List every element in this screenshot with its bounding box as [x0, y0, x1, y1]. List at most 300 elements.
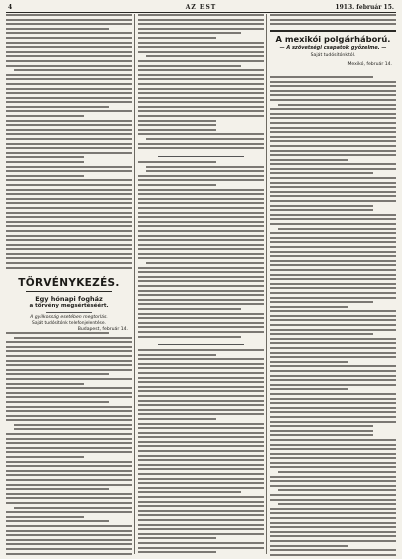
text-line [138, 239, 264, 241]
text-line [138, 533, 264, 535]
issue-date: 1913. február 15. [335, 4, 394, 11]
text-line [270, 182, 396, 184]
text-line [6, 488, 109, 490]
text-line [6, 516, 84, 518]
text-line [6, 37, 132, 39]
text-line [270, 292, 396, 294]
text-line [6, 378, 132, 380]
text-line [270, 425, 373, 427]
text-line [270, 209, 373, 211]
text-line [270, 223, 396, 225]
text-line [6, 161, 84, 163]
text-line [6, 262, 132, 264]
text-line [6, 230, 132, 232]
text-line [270, 131, 396, 133]
text-line [138, 42, 264, 44]
text-line [270, 168, 396, 170]
text-line [270, 398, 396, 400]
text-line [138, 404, 264, 406]
text-line [6, 257, 132, 259]
text-line [14, 424, 132, 426]
text-line [270, 90, 396, 92]
text-line [270, 342, 396, 344]
text-line [270, 526, 396, 528]
text-line [270, 122, 396, 124]
text-line [270, 416, 396, 418]
text-line [138, 143, 264, 145]
text-line [270, 283, 396, 285]
text-line [138, 395, 264, 397]
text-line [6, 156, 84, 158]
text-line [138, 60, 264, 62]
text-line [6, 166, 132, 168]
text-line [6, 198, 132, 200]
text-line [6, 456, 84, 458]
text-line [138, 418, 216, 420]
text-line [138, 377, 264, 379]
divider [158, 344, 244, 345]
column-rule [266, 14, 267, 554]
section-headline: TÖRVÉNYKEZÉS. [18, 277, 120, 289]
text-line [6, 553, 132, 555]
text-line [6, 502, 132, 504]
text-line [6, 207, 132, 209]
text-line [6, 406, 132, 408]
text-line [6, 248, 132, 250]
text-line [138, 97, 264, 99]
text-line [6, 32, 132, 34]
text-line [6, 387, 132, 389]
text-line [6, 88, 132, 90]
text-line [14, 428, 132, 430]
text-line [138, 46, 264, 48]
text-line [6, 133, 132, 135]
article-body-text [138, 14, 264, 152]
text-line [138, 528, 264, 530]
text-line [270, 512, 396, 514]
text-line [138, 326, 264, 328]
text-line [138, 358, 264, 360]
text-line [6, 543, 132, 545]
text-line [270, 237, 396, 239]
text-line [138, 253, 264, 255]
text-line [6, 152, 132, 154]
text-line [138, 436, 264, 438]
text-line [270, 23, 396, 25]
text-line [146, 138, 264, 140]
text-line [270, 159, 348, 161]
text-line [270, 163, 396, 165]
text-line [6, 74, 132, 76]
text-line [270, 531, 396, 533]
trial-article-heading [6, 277, 132, 333]
text-line [278, 228, 396, 230]
text-line [138, 212, 264, 214]
text-line [6, 451, 132, 453]
text-line [6, 170, 132, 172]
text-line [270, 457, 396, 459]
text-line [6, 147, 132, 149]
text-line [6, 346, 132, 348]
text-line [270, 269, 396, 271]
text-line [138, 101, 264, 103]
text-line [6, 497, 132, 499]
text-line [270, 287, 396, 289]
article-subheadline-2: a törvény megsértéséért. [29, 303, 109, 309]
text-line [270, 136, 396, 138]
text-line [138, 230, 264, 232]
text-line [270, 462, 396, 464]
text-line [270, 145, 396, 147]
text-line [6, 143, 132, 145]
text-line [270, 214, 396, 216]
article-body-text [6, 14, 132, 271]
text-line [270, 329, 396, 331]
text-line [138, 354, 216, 356]
text-line [138, 455, 264, 457]
article-byline: Saját tudósítónktól. [310, 53, 356, 58]
text-line [270, 545, 348, 547]
text-line [270, 200, 396, 202]
text-line [6, 360, 132, 362]
text-line [138, 216, 264, 218]
text-line [138, 193, 264, 195]
text-line [6, 442, 132, 444]
text-line [270, 278, 396, 280]
text-line [270, 453, 396, 455]
text-line [270, 14, 396, 16]
text-line [138, 248, 264, 250]
text-line [138, 161, 216, 163]
text-line [14, 337, 132, 339]
article-dateline: Budapest, február 14. [77, 327, 128, 332]
text-line [270, 150, 396, 152]
text-line [138, 381, 264, 383]
text-line [270, 99, 396, 101]
text-line [270, 365, 396, 367]
text-line [6, 244, 132, 246]
text-line [14, 69, 132, 71]
text-line [138, 367, 264, 369]
article-dateline: Mexikó, február 14. [347, 62, 392, 67]
text-line [138, 473, 264, 475]
text-line [138, 487, 264, 489]
article-subheadline: — A szövetségi csapatok győzelme. — [279, 45, 387, 51]
article-body-text [138, 161, 264, 340]
text-line [6, 267, 132, 269]
text-line [138, 32, 241, 34]
text-line [138, 432, 264, 434]
text-line [270, 448, 396, 450]
divider [46, 312, 92, 313]
text-line [138, 92, 264, 94]
text-line [138, 74, 264, 76]
text-line [6, 484, 132, 486]
text-line [6, 525, 132, 527]
text-line [6, 106, 109, 108]
text-line [138, 129, 216, 131]
text-line [138, 313, 264, 315]
text-line [6, 129, 132, 131]
text-line [270, 517, 396, 519]
text-line [6, 470, 132, 472]
text-line [270, 444, 396, 446]
text-line [138, 83, 264, 85]
text-line [270, 439, 396, 441]
text-line [6, 383, 84, 385]
text-line [6, 447, 132, 449]
text-line [146, 170, 264, 172]
text-line [138, 317, 264, 319]
text-line [6, 92, 132, 94]
text-line [6, 253, 132, 255]
text-line [6, 474, 132, 476]
text-line [138, 427, 264, 429]
text-line [6, 221, 132, 223]
article-body-text [270, 76, 396, 558]
divider [158, 156, 244, 157]
text-line [270, 177, 396, 179]
text-line [270, 246, 396, 248]
text-line [138, 413, 264, 415]
text-line [270, 347, 396, 349]
text-line [6, 396, 132, 398]
text-line [138, 331, 264, 333]
text-line [6, 401, 109, 403]
text-line [270, 191, 396, 193]
text-line [270, 301, 373, 303]
text-line [270, 466, 396, 468]
text-line [138, 349, 264, 351]
text-line [270, 154, 396, 156]
text-line [6, 539, 132, 541]
text-line [138, 147, 264, 149]
text-line [138, 294, 264, 296]
text-line [138, 14, 264, 16]
text-line [6, 438, 132, 440]
text-line [138, 478, 264, 480]
text-line [138, 336, 241, 338]
text-line [138, 537, 216, 539]
text-line [270, 172, 373, 174]
text-line [6, 202, 132, 204]
text-line [270, 19, 396, 21]
text-line [6, 55, 132, 57]
text-line [138, 37, 216, 39]
text-line [6, 415, 132, 417]
text-line [270, 319, 396, 321]
text-line [138, 464, 264, 466]
article-body-text [6, 332, 132, 557]
text-line [278, 489, 396, 491]
text-line [138, 280, 264, 282]
text-line [270, 264, 396, 266]
text-line [270, 434, 373, 436]
text-line [6, 433, 132, 435]
text-line [138, 28, 264, 30]
text-line [270, 402, 396, 404]
text-line [6, 216, 132, 218]
text-line [138, 19, 264, 21]
text-line [6, 179, 132, 181]
text-line [138, 400, 264, 402]
text-line [138, 423, 264, 425]
text-line [138, 514, 264, 516]
text-line [138, 303, 264, 305]
text-line [6, 341, 132, 343]
text-line [270, 356, 396, 358]
text-line [270, 255, 396, 257]
text-line [138, 69, 264, 71]
article-subheadline: Egy hónapi fogház [35, 295, 103, 303]
text-line [138, 459, 264, 461]
text-line [6, 534, 132, 536]
text-line [138, 78, 264, 80]
text-line [270, 540, 396, 542]
text-line [6, 461, 132, 463]
text-line [278, 104, 396, 106]
text-line [138, 23, 264, 25]
text-line [270, 522, 396, 524]
text-line [270, 140, 396, 142]
text-line [138, 198, 264, 200]
text-line [270, 81, 396, 83]
text-line [138, 372, 264, 374]
text-line [270, 274, 396, 276]
text-line [270, 384, 396, 386]
text-line [270, 508, 396, 510]
mexico-article-heading [270, 30, 396, 68]
text-line [270, 85, 396, 87]
text-line [6, 175, 84, 177]
text-line [270, 310, 396, 312]
text-line [270, 113, 396, 115]
text-line [6, 14, 132, 16]
text-line [270, 297, 396, 299]
text-line [6, 115, 84, 117]
text-line [270, 375, 396, 377]
text-line [6, 42, 132, 44]
text-line [6, 369, 132, 371]
text-line [138, 124, 216, 126]
text-line [6, 28, 109, 30]
text-line [270, 260, 396, 262]
text-line [138, 88, 264, 90]
text-line [278, 471, 396, 473]
text-line [138, 547, 264, 549]
text-line [6, 235, 132, 237]
text-line [14, 507, 132, 509]
text-line [138, 285, 264, 287]
text-line [270, 76, 373, 78]
text-line [6, 193, 132, 195]
text-line [6, 124, 132, 126]
text-line [270, 361, 348, 363]
text-line [270, 549, 396, 551]
text-line [138, 505, 264, 507]
text-line [138, 179, 264, 181]
text-line [6, 19, 132, 21]
text-line [6, 364, 132, 366]
text-line [138, 184, 216, 186]
text-line [138, 115, 264, 117]
running-header [6, 3, 396, 13]
text-line [138, 106, 264, 108]
text-line [138, 189, 264, 191]
column-rule [134, 14, 135, 554]
text-line [138, 202, 264, 204]
text-line [270, 480, 396, 482]
text-line [270, 476, 396, 478]
text-line [138, 299, 264, 301]
text-line [270, 306, 348, 308]
text-line [6, 419, 132, 421]
text-line [6, 392, 132, 394]
text-line [138, 133, 264, 135]
text-line [6, 184, 132, 186]
text-line [138, 65, 241, 67]
text-line [270, 195, 396, 197]
article-byline: Saját tudósítónk telefonjelentése. [32, 321, 106, 326]
text-line [270, 333, 373, 335]
text-line [6, 355, 132, 357]
text-line [6, 189, 132, 191]
text-line [270, 485, 396, 487]
text-line [6, 225, 132, 227]
article-body-text [270, 14, 396, 28]
paper-title: AZ EST [185, 4, 217, 11]
text-line [138, 445, 264, 447]
text-line [138, 363, 264, 365]
text-line [270, 421, 396, 423]
text-line [270, 388, 348, 390]
text-line [138, 221, 264, 223]
text-line [138, 482, 264, 484]
text-line [6, 548, 132, 550]
text-line [138, 290, 264, 292]
text-line [270, 251, 396, 253]
text-line [138, 542, 264, 544]
text-line [138, 225, 264, 227]
text-line [270, 241, 396, 243]
text-line [6, 110, 132, 112]
text-line [270, 338, 396, 340]
text-line [138, 175, 264, 177]
page-number: 4 [8, 4, 13, 11]
text-line [6, 511, 132, 513]
text-line [270, 393, 396, 395]
text-line [138, 491, 241, 493]
text-line [270, 430, 373, 432]
text-line [138, 501, 264, 503]
text-line [138, 120, 216, 122]
text-line [6, 78, 132, 80]
text-line [6, 23, 132, 25]
text-line [138, 510, 264, 512]
text-line [6, 373, 109, 375]
text-line [138, 390, 264, 392]
text-line [138, 551, 216, 553]
text-line [138, 235, 264, 237]
text-line [138, 441, 264, 443]
text-line [6, 465, 132, 467]
text-line [138, 468, 264, 470]
text-line [270, 186, 396, 188]
text-line [270, 108, 396, 110]
text-line [6, 51, 132, 53]
text-line [6, 60, 132, 62]
text-line [138, 207, 264, 209]
